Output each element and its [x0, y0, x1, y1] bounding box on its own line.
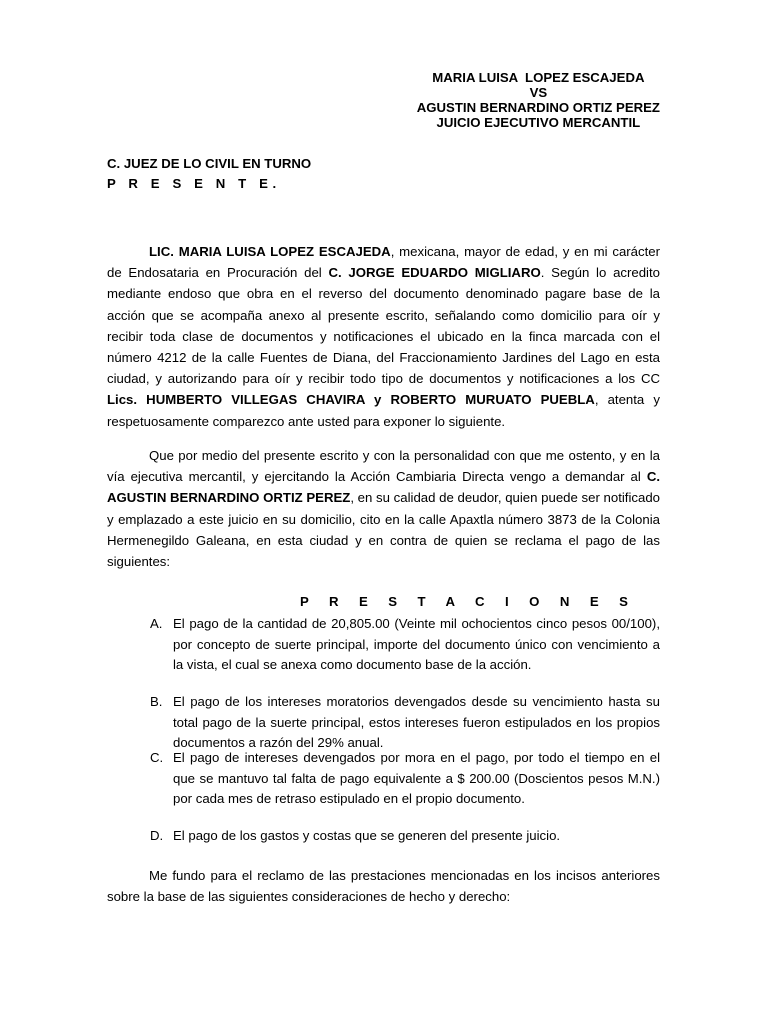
list-item-text: El pago de la cantidad de 20,805.00 (Veinte mil ochocientos cinco pesos 00/100), por concepto de suerte principal, importe del documento único con vencimiento a la vista, el cual se anexa como documento base de la acción.: [173, 616, 660, 673]
legal-basis-paragraph: Me fundo para el reclamo de las prestaciones mencionadas en los incisos anteriores sobre la base de las siguientes consideraciones de hecho y derecho:: [107, 868, 660, 905]
defendant-name: AGUSTIN BERNARDINO ORTIZ PEREZ: [416, 100, 660, 115]
demanded-party: C. AGUSTIN BERNARDINO ORTIZ PEREZ: [107, 469, 660, 506]
addressee-block: [107, 154, 311, 194]
prestaciones-title: P R E S T A C I O N E S: [300, 594, 637, 609]
demand-text-b: , en su calidad de deudor, quien puede ser notificado y emplazado a este juicio en su domicilio, cito en la calle Apaxtla número 3873 de la Colonia Hermenegildo Galeana, en esta ciudad y en contra de quien se reclama el pago de las siguientes:: [107, 490, 660, 570]
intro-text-a: , mexicana, mayor de edad, y en mi carácter de Endosataria en Procuración del: [107, 244, 660, 281]
case-type: JUICIO EJECUTIVO MERCANTIL: [436, 115, 641, 130]
plaintiff-name: MARIA LUISA LOPEZ ESCAJEDA: [432, 70, 645, 85]
introduction-paragraph: [107, 241, 660, 432]
list-item: [150, 826, 660, 847]
endorser-name: C. JORGE EDUARDO MIGLIARO: [328, 265, 541, 281]
list-marker: D.: [150, 828, 164, 843]
intro-text-b: . Según lo acredito mediante endoso que obra en el reverso del documento denominado pagare base de la acción que se acompaña anexo al presente escrito, señalando como domicilio para oír y recibir toda clase de documentos y notificaciones el ubicado en la finca marcada con el número 4212 de la calle Fuentes de Diana, del Fraccionamiento Jardines del Lago en esta ciudad, y autorizando para oír y recibir todo tipo de documentos y notificaciones a los CC: [107, 265, 660, 387]
case-caption: [417, 70, 660, 130]
attorney-name: LIC. MARIA LUISA LOPEZ ESCAJEDA: [149, 244, 391, 259]
intro-text-c: , atenta y respetuosamente comparezco ante usted para exponer lo siguiente.: [107, 392, 660, 429]
list-item-text: El pago de intereses devengados por mora en el pago, por todo el tiempo en el que se mantuvo tal falta de pago equivalente a $ 200.00 (Doscientos pesos M.N.) por cada mes de retraso estipulado en el propio documento.: [173, 750, 660, 807]
authorized-lawyers: Lics. HUMBERTO VILLEGAS CHAVIRA y ROBERTO MURUATO PUEBLA: [107, 392, 595, 408]
list-marker: C.: [150, 750, 164, 765]
demand-text-a: Que por medio del presente escrito y con la personalidad con que me ostento, y en la vía ejecutiva mercantil, y ejercitando la Acción Cambiaria Directa vengo a demandar al: [107, 448, 660, 485]
list-marker: B.: [150, 694, 163, 709]
list-item-text: El pago de los intereses moratorios devengados desde su vencimiento hasta su total pago de la suerte principal, estos intereses fueron estipulados en los propios documentos a razón del 29% anual.: [173, 694, 660, 751]
list-item: [150, 692, 660, 754]
presente-line: P R E S E N T E.: [107, 176, 281, 191]
list-item: [150, 614, 660, 676]
judge-line: C. JUEZ DE LO CIVIL EN TURNO: [107, 156, 312, 171]
list-item: [150, 748, 660, 810]
list-marker: A.: [150, 616, 163, 631]
list-item-text: El pago de los gastos y costas que se generen del presente juicio.: [173, 828, 561, 843]
demand-paragraph: [107, 445, 660, 572]
versus-label: VS: [529, 85, 548, 100]
